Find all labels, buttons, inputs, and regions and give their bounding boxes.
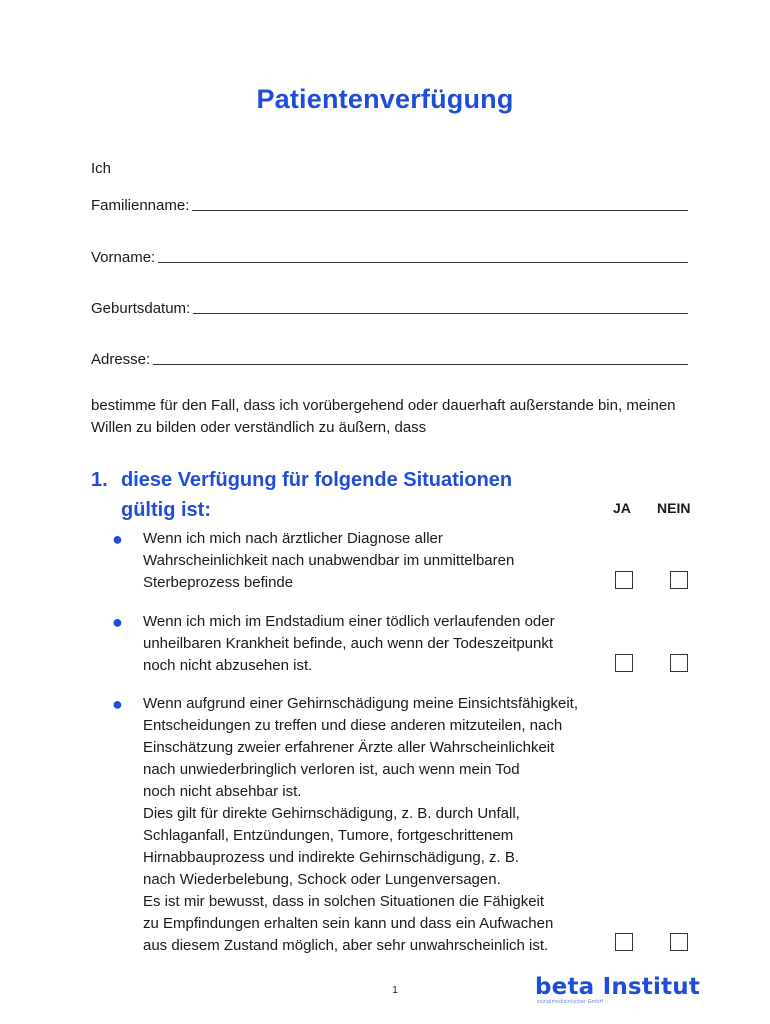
list-item [112, 611, 570, 677]
list-item-text: Wenn ich mich nach ärztlicher Diagnose aller Wahrscheinlichkeit nach unabwendbar im unmittelbaren Sterbeprozess befinde [143, 530, 515, 591]
bullet-icon: ● [112, 694, 123, 714]
text-line: Wenn aufgrund einer Gehirnschädigung meine Einsichtsfähigkeit, [143, 695, 578, 712]
intro-text: Ich [91, 160, 112, 177]
text-line: Einschätzung zweier erfahrener Ärzte aller Wahrscheinlichkeit [143, 739, 555, 756]
text-line: Hirnabbauprozess und indirekte Gehirnschädigung, z. B. [143, 849, 520, 866]
field-geburtsdatum[interactable] [91, 297, 688, 317]
fill-line[interactable] [192, 210, 688, 211]
text-line: Schlaganfall, Entzündungen, Tumore, fortgeschrittenem [143, 827, 514, 844]
list-item-text: Wenn ich mich im Endstadium einer tödlich verlaufenden oder unheilbaren Krankheit befinde, auch wenn der Todeszeitpunkt noch nicht abzusehen ist. [143, 613, 555, 674]
page-number: 1 [392, 985, 398, 996]
text-line: Entscheidungen zu treffen und diese anderen mitzuteilen, nach [143, 717, 563, 734]
fill-line[interactable] [158, 262, 688, 263]
field-adresse[interactable] [91, 348, 688, 368]
checkbox-ja[interactable] [615, 654, 633, 672]
field-vorname[interactable] [91, 246, 688, 266]
list-item [112, 693, 620, 957]
page-title: Patientenverfügung [256, 84, 514, 114]
checkbox-ja[interactable] [615, 571, 633, 589]
checkbox-nein[interactable] [670, 933, 688, 951]
checkbox-nein[interactable] [670, 571, 688, 589]
field-label: Familienname: [91, 197, 190, 214]
text-line: nach Wiederbelebung, Schock oder Lungenversagen. [143, 871, 501, 888]
fill-line[interactable] [193, 313, 688, 314]
field-familienname[interactable] [91, 194, 688, 214]
text-line: Es ist mir bewusst, dass in solchen Situationen die Fähigkeit [143, 893, 545, 910]
list-item-text [120, 693, 620, 957]
list-item [112, 528, 570, 594]
bullet-icon: ● [112, 529, 123, 549]
field-label: Adresse: [91, 351, 151, 368]
field-label: Vorname: [91, 249, 156, 266]
fill-line[interactable] [153, 364, 688, 365]
text-line: nach unwiederbringlich verloren ist, auch wenn mein Tod [143, 761, 520, 778]
field-label: Geburtsdatum: [91, 300, 191, 317]
bullet-icon: ● [112, 612, 123, 632]
column-header-nein: NEIN [657, 500, 691, 516]
text-line: noch nicht absehbar ist. [143, 783, 302, 800]
column-header-ja: JA [613, 500, 631, 516]
section-heading [91, 465, 512, 525]
logo-subtitle: sozialmedizinischer GmbH [537, 999, 604, 1005]
text-line: Dies gilt für direkte Gehirnschädigung, z. B. durch Unfall, [143, 805, 520, 822]
section-number: 1. [91, 469, 108, 491]
text-line: aus diesem Zustand möglich, aber sehr unwahrscheinlich ist. [143, 937, 549, 954]
text-line: zu Empfindungen erhalten sein kann und dass ein Aufwachen [143, 915, 554, 932]
beta-institut-logo: beta Institut [535, 974, 701, 1000]
checkbox-nein[interactable] [670, 654, 688, 672]
section-heading-line1: diese Verfügung für folgende Situationen [121, 469, 513, 491]
section-heading-line2: gültig ist: [121, 499, 211, 521]
lead-paragraph: bestimme für den Fall, dass ich vorübergehend oder dauerhaft außerstande bin, meinen Willen zu bilden oder verständlich zu äußern, dass [91, 397, 676, 436]
checkbox-ja[interactable] [615, 933, 633, 951]
